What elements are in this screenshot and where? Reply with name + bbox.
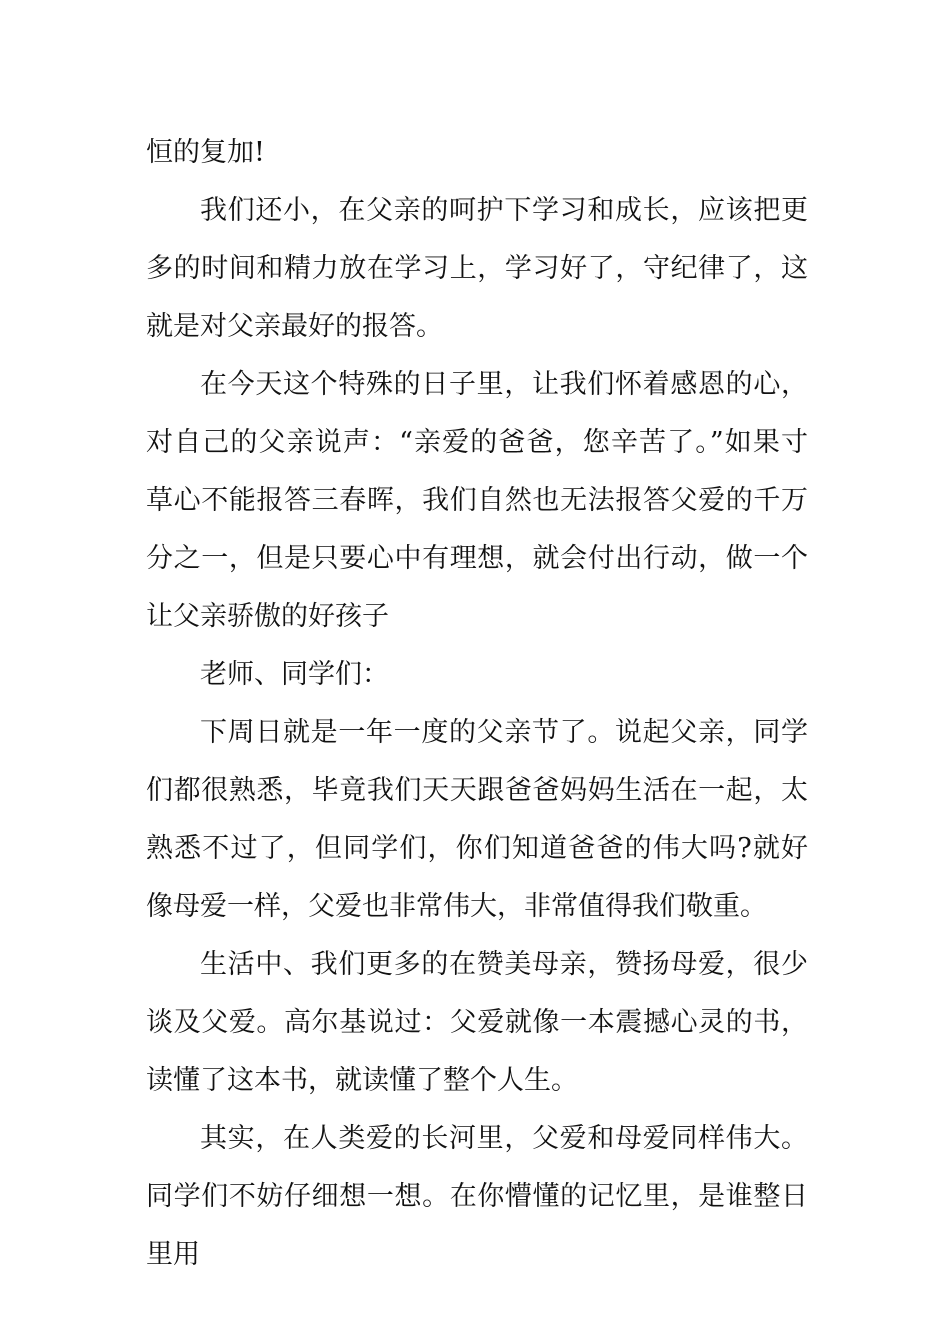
paragraph-1: 恒的复加! [146, 137, 265, 168]
paragraph-5: 下周日就是一年一度的父亲节了。说起父亲，同学们都很熟悉，毕竟我们天天跟爸爸妈妈生活在一起，太熟悉不过了，但同学们，你们知道爸爸的伟大吗?就好像母爱一样，父爱也非常伟大，非常值得我们敬重。 [146, 717, 808, 922]
paragraph-4: 老师、同学们： [200, 659, 389, 690]
paragraph-6: 生活中、我们更多的在赞美母亲，赞扬母爱，很少谈及父爱。高尔基说过：父爱就像一本震撼心灵的书，读懂了这本书，就读懂了整个人生。 [146, 949, 808, 1096]
paragraph-3: 在今天这个特殊的日子里，让我们怀着感恩的心，对自己的父亲说声：“亲爱的爸爸，您辛苦了。”如果寸草心不能报答三春晖，我们自然也无法报答父爱的千万分之一，但是只要心中有理想，就会付出行动，做一个让父亲骄傲的好孩子 [146, 369, 808, 632]
paragraph-2: 我们还小，在父亲的呵护下学习和成长，应该把更多的时间和精力放在学习上，学习好了，守纪律了，这就是对父亲最好的报答。 [146, 195, 808, 342]
paragraph-7: 其实，在人类爱的长河里，父爱和母爱同样伟大。同学们不妨仔细想一想。在你懵懂的记忆里，是谁整日里用 [146, 1123, 808, 1270]
body-text [146, 124, 808, 1284]
